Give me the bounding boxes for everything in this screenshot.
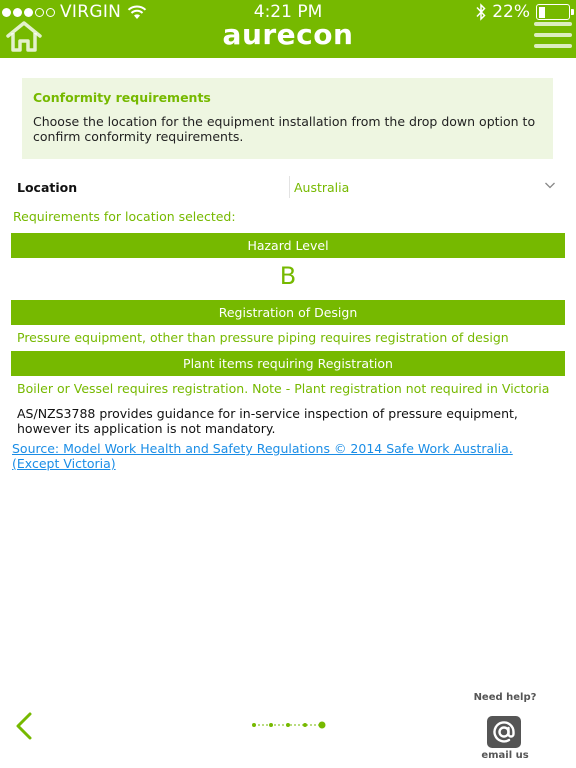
back-arrow-icon[interactable] — [13, 711, 35, 741]
email-us-label[interactable]: email us — [481, 750, 529, 761]
source-line-2[interactable]: (Except Victoria) — [12, 456, 116, 471]
guidance-text: AS/NZS3788 provides guidance for in-service inspection of pressure equipment, however its application is not mandatory. — [17, 406, 518, 436]
location-row[interactable] — [0, 176, 576, 200]
hazard-level-header: Hazard Level — [11, 233, 565, 258]
page-dot — [252, 723, 256, 727]
page-indicator — [250, 719, 330, 731]
page-dot-active — [319, 722, 326, 729]
source-line-1[interactable]: Source: Model Work Health and Safety Regulations © 2014 Safe Work Australia. — [12, 441, 513, 456]
at-sign-icon — [491, 719, 517, 745]
info-title: Conformity requirements — [33, 90, 211, 105]
page-dot — [303, 723, 307, 727]
battery-percent: 22% — [492, 2, 530, 22]
location-label: Location — [17, 180, 78, 195]
source-link[interactable] — [12, 441, 513, 471]
plant-registration-text: Boiler or Vessel requires registration. Note - Plant registration not required in Victoria — [17, 381, 550, 396]
chevron-down-icon[interactable] — [544, 180, 556, 190]
plant-registration-header: Plant items requiring Registration — [11, 351, 565, 376]
hazard-level-value: B — [279, 262, 297, 290]
location-dropdown[interactable]: Australia — [294, 180, 350, 195]
registration-header: Registration of Design — [11, 300, 565, 325]
page-dot — [269, 723, 273, 727]
requirements-label: Requirements for location selected: — [13, 209, 236, 224]
carrier-name: VIRGIN — [60, 2, 122, 22]
need-help-label: Need help? — [473, 692, 537, 703]
info-text: Choose the location for the equipment installation from the drop down option to confirm conformity requirements. — [33, 114, 536, 144]
page-dot — [286, 723, 290, 727]
registration-text: Pressure equipment, other than pressure piping requires registration of design — [17, 330, 509, 345]
menu-icon[interactable] — [534, 22, 572, 48]
battery-fill — [539, 7, 545, 18]
email-us-button[interactable] — [487, 716, 521, 748]
location-divider — [289, 176, 290, 198]
app-header — [0, 0, 576, 58]
status-time: 4:21 PM — [253, 2, 323, 22]
conformity-info-box — [22, 78, 553, 159]
aurecon-logo: aurecon — [222, 18, 354, 51]
